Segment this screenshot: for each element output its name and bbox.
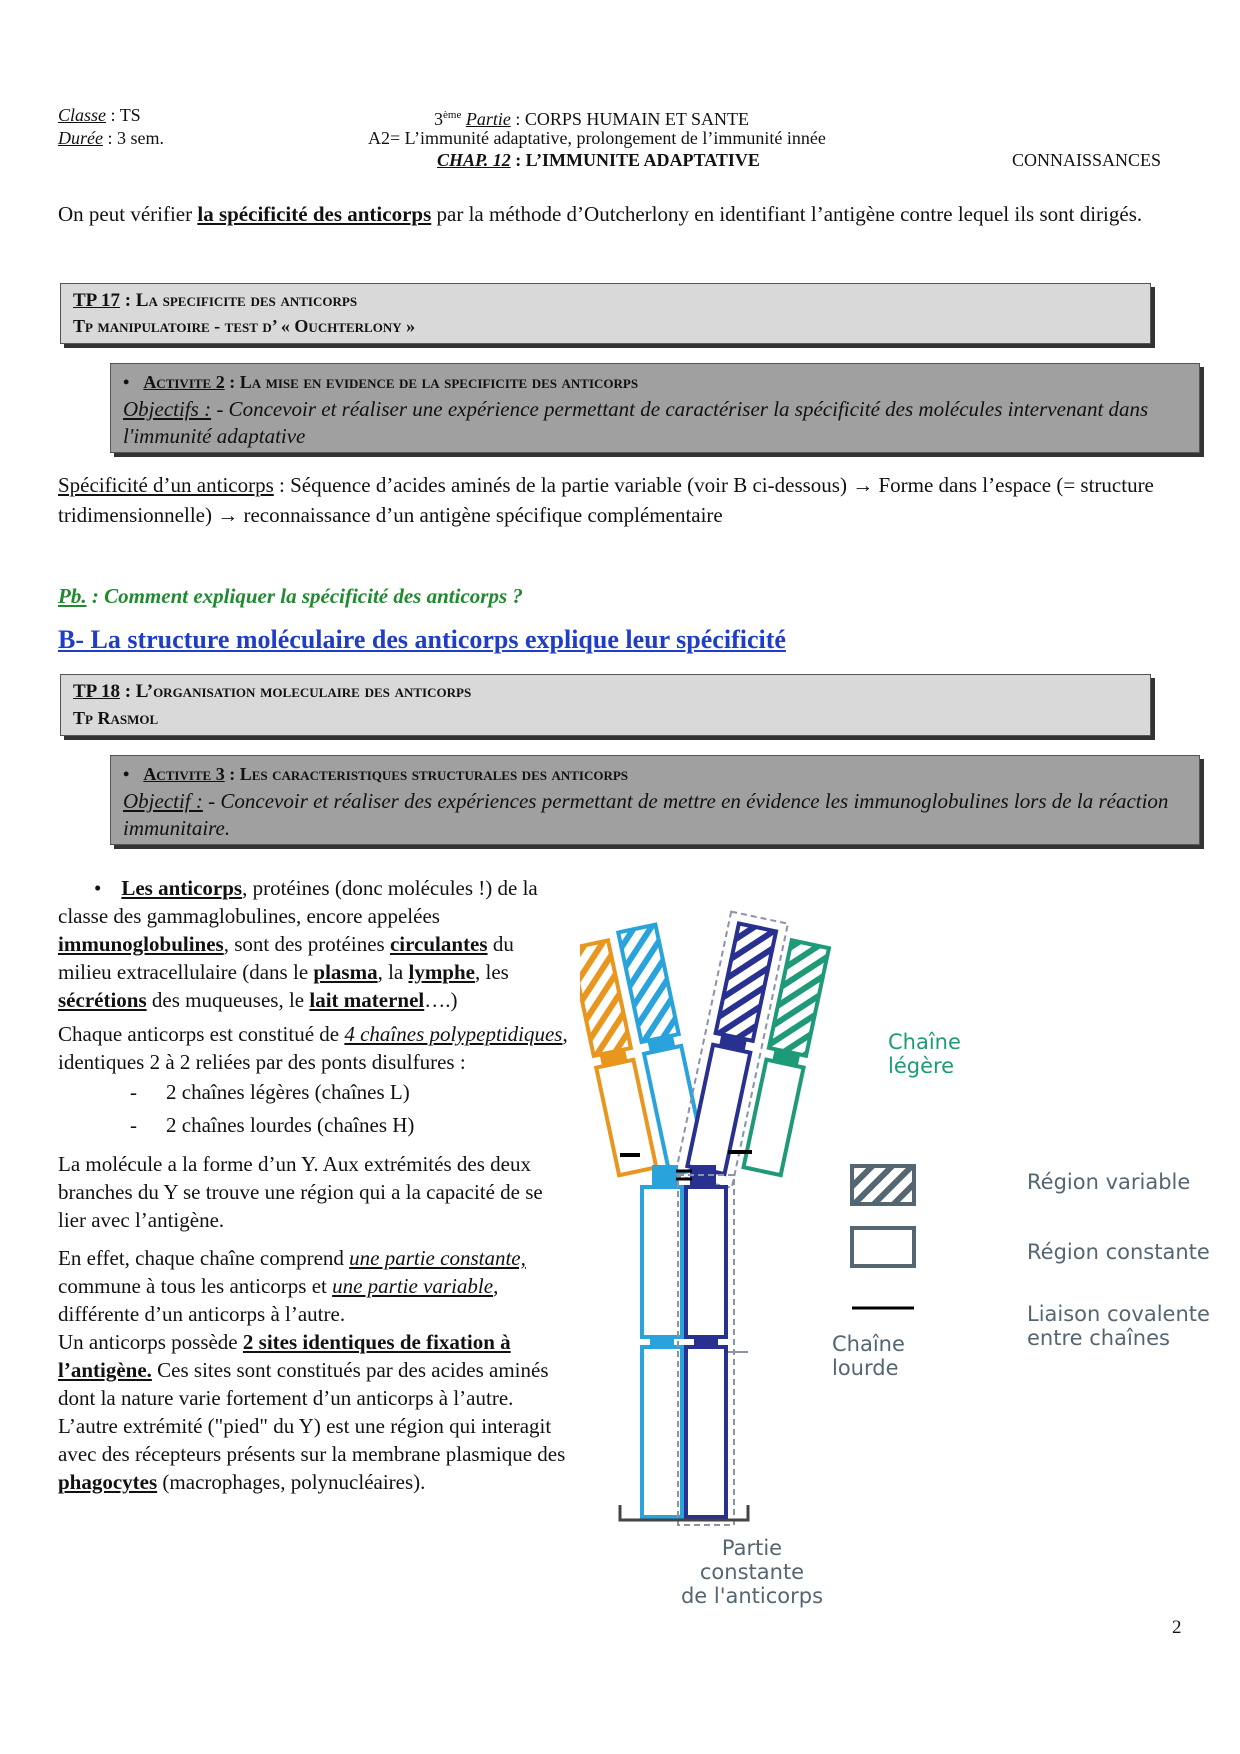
foot-paragraph: L’autre extrémité ("pied" du Y) est une région qui interagit avec des récepteurs présents sur la membrane plasmique des phagocytes (macrophages, polynucléaires). [58, 1414, 566, 1494]
activite2-title: • Activite 2 : La mise en evidence de la specificite des anticorps [123, 372, 639, 392]
chains-list-item: - 2 chaînes légères (chaînes L) [130, 1080, 410, 1104]
antibody-definition: • Les anticorps, protéines (donc molécules !) de la classe des gammaglobulines, encore appelées immunoglobulines, sont des protéines circulantes du milieu extracellulaire (dans le plasma, la lymphe, les sécrétions des muqueuses, le lait maternel….) [58, 876, 538, 1012]
page-number: 2 [1172, 1617, 1182, 1638]
header-a2: A2= L’immunité adaptative, prolongement de l’immunité innée [368, 128, 826, 148]
chains-list-item: - 2 chaînes lourdes (chaînes H) [130, 1113, 415, 1137]
legend-variable-swatch [852, 1166, 914, 1204]
tp18-box [60, 674, 1151, 736]
intro-paragraph: On peut vérifier la spécificité des anticorps par la méthode d’Outcherlony en identifiant l’antigène contre lequel ils sont dirigés. [58, 202, 1143, 226]
stem-right-heavy-chain [678, 1175, 734, 1525]
parts-paragraph: En effet, chaque chaîne comprend une partie constante, commune à tous les anticorps et une partie variable, différente d’un anticorps à l’autre. [58, 1246, 526, 1326]
legend-constant-swatch [852, 1228, 914, 1266]
y-shape-paragraph: La molécule a la forme d’un Y. Aux extrémités des deux branches du Y se trouve une région qui a la capacité de se lier avec l’antigène. [58, 1152, 543, 1232]
light-chain-label: Chaîne légère [888, 1030, 961, 1078]
hinge-left [652, 1165, 678, 1187]
tp17-box [60, 283, 1151, 344]
activite3-box [110, 755, 1200, 845]
activite3-objectives: Objectif : - Concevoir et réaliser des expériences permettant de mettre en évidence les immunoglobulines lors de la réaction immunitaire. [123, 789, 1169, 840]
chains-paragraph: Chaque anticorps est constitué de 4 chaînes polypeptidiques, identiques 2 à 2 reliées par des ponts disulfures : [58, 1022, 568, 1074]
activite2-box [110, 363, 1200, 453]
header-duree: Durée : 3 sem. [58, 128, 164, 148]
chains-list [130, 1078, 570, 1144]
legend-bond-label: Liaison covalente entre chaînes [1027, 1302, 1210, 1350]
header-classe: Classe : TS [58, 105, 141, 125]
activite3-title: • Activite 3 : Les caracteristiques structurales des anticorps [123, 764, 629, 784]
header-partie: 3ème Partie : CORPS HUMAIN ET SANTE [434, 109, 750, 129]
constant-part-label: Partie constante de l'anticorps [680, 1536, 824, 1608]
activite2-objectives: Objectifs : - Concevoir et réaliser une expérience permettant de caractériser la spécificité des molécules intervenant dans l'immunité adaptative [123, 397, 1149, 448]
tp17-title: TP 17 : La specificite des anticorps [73, 290, 358, 311]
tp17-subtitle: Tp manipulatoire - test d’ « Ouchterlony » [73, 316, 416, 336]
tp18-subtitle: Tp Rasmol [73, 708, 159, 728]
section-b-heading: B- La structure moléculaire des anticorps explique leur spécificité [58, 625, 786, 654]
tp18-title: TP 18 : L’organisation moleculaire des anticorps [73, 681, 472, 702]
sites-paragraph: Un anticorps possède 2 sites identiques de fixation à l’antigène. Ces sites sont constitués par des acides aminés dont la nature varie fortement d’un anticorps à l’autre. [58, 1330, 549, 1410]
header-chap: CHAP. 12 : L’IMMUNITE ADAPTATIVE [437, 150, 760, 170]
stem-left-heavy-chain [642, 1187, 682, 1517]
legend-variable-label: Région variable [1027, 1170, 1191, 1194]
problem-question: Pb. : Comment expliquer la spécificité des anticorps ? [58, 584, 523, 608]
heavy-chain-label: Chaîne lourde [832, 1332, 905, 1380]
header-connaissances: CONNAISSANCES [1012, 150, 1162, 170]
specificite-paragraph: Spécificité d’un anticorps : Séquence d’acides aminés de la partie variable (voir B ci-dessous) → Forme dans l’espace (= structure tridimensionnelle) → reconnaissance d’un antigène spécifique complémentaire [58, 473, 1154, 527]
body-text-column [58, 874, 570, 1496]
legend-constant-label: Région constante [1027, 1240, 1210, 1264]
